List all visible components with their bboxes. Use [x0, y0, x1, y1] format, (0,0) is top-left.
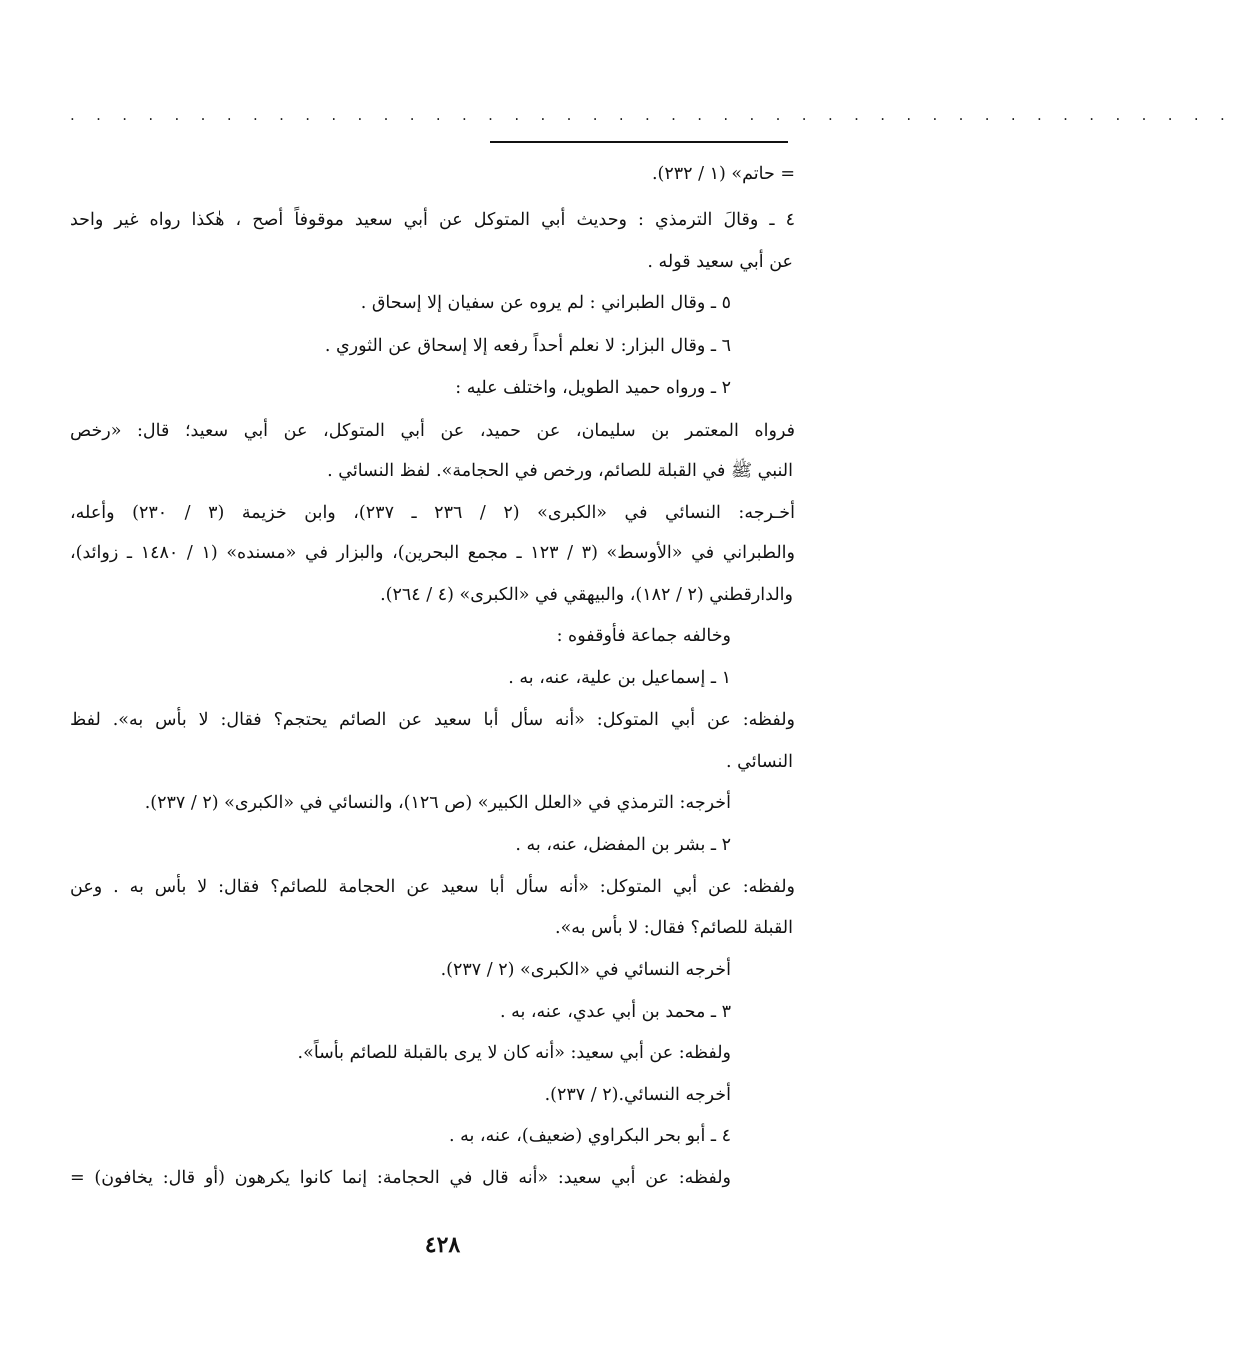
page-number: ٤٢٨ — [424, 1232, 461, 1258]
text-line: عن أبي سعيد قوله . — [647, 252, 793, 272]
text-line: وخالفه جماعة فأوقفوه : — [556, 626, 731, 646]
text-line: ولفظه: عن أبي سعيد: «أنه قال في الحجامة: إنما كانوا يكرهون (أو قال: يخافون) = — [70, 1168, 731, 1188]
text-line: ١ ـ إسماعيل بن علية، عنه، به . — [508, 668, 731, 688]
text-line: النسائي . — [725, 752, 793, 772]
text-line-continuation: = حاتم» (١ / ٢٣٢). — [651, 164, 795, 184]
text-line: أخرجه النسائي.(٢ / ٢٣٧). — [544, 1085, 731, 1105]
text-line: ولفظه: عن أبي المتوكل: «أنه سأل أبا سعيد عن الصائم يحتجم؟ فقال: لا بأس به». لفظ — [70, 710, 795, 730]
text-line: فرواه المعتمر بن سليمان، عن حميد، عن أبي المتوكل، عن أبي سعيد؛ قال: «رخص — [70, 421, 795, 441]
text-line: أخرجه النسائي في «الكبرى» (٢ / ٢٣٧). — [440, 960, 731, 980]
text-line: ٦ ـ وقال البزار: لا نعلم أحداً رفعه إلا إسحاق عن الثوري . — [324, 336, 731, 356]
text-line: والدارقطني (٢ / ١٨٢)، والبيهقي في «الكبرى» (٤ / ٢٦٤). — [380, 585, 793, 605]
text-line: أخرجه: الترمذي في «العلل الكبير» (ص ١٢٦)، والنسائي في «الكبرى» (٢ / ٢٣٧). — [144, 793, 731, 813]
text-line: ٣ ـ محمد بن أبي عدي، عنه، به . — [499, 1002, 731, 1022]
text-line: القبلة للصائم؟ فقال: لا بأس به». — [555, 918, 793, 938]
section-heading: ٢ ـ ورواه حميد الطويل، واختلف عليه : — [455, 378, 731, 398]
text-line: ولفظه: عن أبي سعيد: «أنه كان لا يرى بالقبلة للصائم بأساً». — [297, 1043, 731, 1063]
text-line: ٤ ـ وقالَ الترمذي : وحديث أبي المتوكل عن أبي سعيد موقوفاً أصح ، هٰكذا رواه غير واحد — [70, 210, 795, 230]
text-line: ٤ ـ أبو بحر البكراوي (ضعيف)، عنه، به . — [448, 1126, 731, 1146]
text-line: ولفظه: عن أبي المتوكل: «أنه سأل أبا سعيد عن الحجامة للصائم؟ فقال: لا بأس به . وعن — [70, 877, 795, 897]
text-line: والطبراني في «الأوسط» (٣ / ١٢٣ ـ مجمع البحرين)، والبزار في «مسنده» (١ / ١٤٨٠ ـ زوائد)، — [70, 543, 795, 563]
text-line: ٢ ـ بشر بن المفضل، عنه، به . — [515, 835, 731, 855]
text-line: النبي ﷺ في القبلة للصائم، ورخص في الحجامة». لفظ النسائي . — [327, 461, 793, 481]
footnote-separator-rule — [490, 141, 788, 143]
header-dotted-line: . . . . . . . . . . . . . . . . . . . . . . . . . . . . . . . . . . . . . . . . . . . . . — [70, 106, 1233, 124]
text-line: أخـرجه: النسائي في «الكبرى» (٢ / ٢٣٦ ـ ٢٣٧)، وابن خزيمة (٣ / ٢٣٠) وأعله، — [70, 503, 795, 523]
text-line: ٥ ـ وقال الطبراني : لم يروه عن سفيان إلا إسحاق . — [360, 293, 731, 313]
